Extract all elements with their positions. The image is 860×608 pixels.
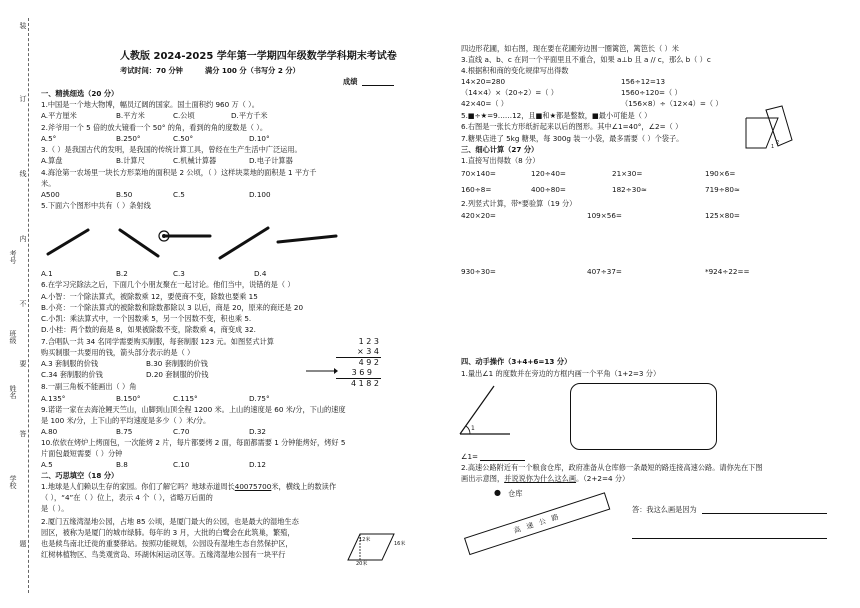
oral-item: 182÷30≈: [612, 185, 647, 194]
section3-heading: 三、细心计算（27 分）: [461, 145, 539, 154]
figure-segment: [278, 236, 336, 242]
q5-option-a: A.1: [41, 269, 53, 278]
margin-dotted-letter: 订: [19, 95, 27, 102]
q5-ray-figures: [40, 212, 340, 270]
section4-heading: 四、动手操作（3+4+6=13 分）: [461, 357, 572, 366]
margin-label-class: 班级: [9, 330, 17, 344]
q1-option-a: A.平方厘米: [41, 111, 77, 120]
question-9-cont: 是 100 米/分，上下山的平均速度是多少（ ）米/分。: [41, 416, 211, 425]
question-5: 5.下面六个图形中共有（ ）条射线: [41, 201, 151, 210]
q3-option-b: B.计算尺: [116, 156, 145, 165]
q4-option-c: C.5: [173, 190, 185, 199]
result-label: 成绩: [343, 77, 358, 86]
base-label: 20米: [356, 561, 368, 567]
q3-option-d: D.电子计算器: [249, 156, 293, 165]
margin-label-exam-number: 考号: [9, 250, 17, 264]
q1-option-b: B.平方米: [116, 111, 145, 120]
fill-5: 5.■÷★=9……12，且■和★都是整数，■最小可能是（ ）: [461, 111, 652, 120]
exam-full-score: 满分 100 分（书写分 2 分）: [205, 66, 300, 75]
highway-label: 高 速 公 路: [512, 511, 562, 535]
vertical-calc-item: 125×80=: [705, 211, 740, 220]
question-4: 4.海沧第一农场里一块长方形菜地的面积是 2 公顷，（ ）这样块菜地的面积是 1 平方千: [41, 168, 317, 177]
q8-option-b: B.150°: [116, 394, 141, 403]
question-6: 6.在学习完除法之后，下面几个小朋友聚在一起讨论。他们当中，说错的是（ ）: [41, 280, 295, 289]
angle-answer-label: ∠1=: [461, 452, 479, 461]
fill-1-line-3: 是（ ）。: [41, 504, 69, 513]
fill-1: [41, 483, 336, 490]
q7-option-b: B.30 套制服的价钱: [146, 359, 208, 368]
height-label: 12米: [359, 537, 371, 543]
drawing-2: 2.高速公路附近有一个粮食仓库，政府准备从仓库修一条最短的路连接高速公路。请你先在下图: [461, 463, 763, 472]
q8-option-d: D.75°: [249, 394, 270, 403]
warehouse-label: 仓库: [508, 489, 523, 498]
fill-4-item: 1560÷120=（ ）: [621, 88, 682, 97]
answer-blank-1[interactable]: [702, 513, 827, 514]
q8-option-c: C.115°: [173, 394, 198, 403]
fill-7: 7.糖果店进了 5kg 糖果，每 300g 装一小袋，最多需要（ ）个袋子。: [461, 134, 684, 143]
vertical-calc-item: 407÷37=: [587, 267, 622, 276]
warehouse-dot-icon: ●: [494, 488, 501, 497]
margin-dotted-letter: 答: [19, 430, 27, 437]
q2-option-b: B.250°: [116, 134, 141, 143]
q6-option-b: B.小亮：一个除法算式的被除数和除数都除以 3 以后，商是 20，原来的商还是 20: [41, 303, 304, 312]
arrow-icon: [304, 366, 338, 376]
angle-1-label: 1: [771, 144, 775, 150]
oral-item: 719÷80≈: [705, 185, 740, 194]
angle-arm: [460, 386, 494, 434]
calc-line: 1 2 3: [358, 337, 379, 346]
q3-option-a: A.算盘: [41, 156, 63, 165]
fill-4-item: （14×4）×（20÷2）=（ ）: [461, 88, 558, 97]
q7-option-c: C.34 套制服的价钱: [41, 370, 103, 379]
angle-1-marker: 1: [471, 425, 475, 432]
binding-margin-line: [28, 18, 29, 593]
figure-line: [220, 228, 268, 258]
paper-fold: [766, 106, 792, 146]
calc-line: 3 6 9: [351, 368, 372, 377]
fill-1-line-2: （ ），“4”在（ ）位上，表示 4 个（ ），省略万后面的: [41, 493, 213, 502]
drawing-2-text-b: 。（2+2=4 分）: [576, 474, 630, 483]
q10-option-c: C.10: [173, 460, 190, 469]
fill-2: 2.厦门五缘湾湿地公园，占地 85 公顷，是厦门最大的公园，也是最大的湿地生态: [41, 517, 299, 526]
q4-option-b: B.50: [116, 190, 133, 199]
vertical-calc-item: 930÷30=: [461, 267, 496, 276]
question-9: 9.诺诺一家在去海沧鲤天竺山，山脚到山顶全程 1200 米。上山的速度是 60 米/分，下山的速度: [41, 405, 346, 414]
q7-option-a: A.3 套制服的价钱: [41, 359, 99, 368]
fill-4-item: 14×20=280: [461, 77, 506, 86]
angle-arc: [466, 426, 470, 434]
question-7: 7.合唱队一共 34 名同学需要购买制服，每套制服 123 元。如图竖式计算: [41, 337, 274, 346]
margin-dotted-letter: 线: [19, 170, 27, 177]
highway-road: [464, 489, 610, 555]
calc-2-heading: 2.列竖式计算，带*要验算（19 分）: [461, 199, 577, 208]
figure-segment: [120, 230, 158, 256]
drawing-2-underlined: 并说说你为什么这么画: [504, 474, 577, 483]
calc-line: 4 1 8 2: [351, 379, 379, 388]
fill-3: 3.直线 a、b、c 在同一个平面里且不重合，如果 a⊥b 且 a // c，那么 b（ ）c: [461, 55, 711, 64]
fill-2-line-5: 四边形花圃，如右图，现在要在花圃旁边围一圈篱笆，篱笆长（ ）米: [461, 44, 679, 53]
q6-option-c: C.小凯：乘法算式中，一个因数乘 5，另一个因数不变，积也乘 5.: [41, 314, 252, 323]
margin-dotted-letter: 内: [19, 235, 27, 242]
fill-4: 4.根据积和商的变化规律写出得数: [461, 66, 569, 75]
answer-label: 答：我这么画是因为: [632, 505, 697, 514]
q10-option-b: B.8: [116, 460, 128, 469]
oral-item: 190×6=: [705, 169, 736, 178]
vertical-calc-item: 420×20=: [461, 211, 496, 220]
question-10: 10.依依在烤炉上烤面包，一次能烤 2 片，每片都要烤 2 面，每面都需要 1 分钟能烤好，烤好 5: [41, 438, 346, 447]
q5-option-d: D.4: [254, 269, 267, 278]
section1-heading: 一、精挑细选（20 分）: [41, 89, 119, 98]
q3-option-c: C.机械计算器: [173, 156, 217, 165]
margin-dotted-letter: 要: [19, 360, 27, 367]
margin-dotted-letter: 不: [19, 300, 27, 307]
q1-option-c: C.公顷: [173, 111, 195, 120]
drawing-1: 1.量出∠1 的度数并在旁边的方框内画一个平角（1+2=3 分）: [461, 369, 661, 378]
flat-angle-drawing-box[interactable]: [570, 383, 717, 450]
q5-option-b: B.2: [116, 269, 128, 278]
fill-2-line-2: 园区，被称为是厦门的城市绿肺。每年的 3 月，大批的白鹭会在此筑巢，繁殖，: [41, 528, 295, 537]
oral-item: 70×140=: [461, 169, 496, 178]
fill-6: 6.右图是一张长方形纸折起来以后的图形。其中∠1=40°，∠2=（ ）: [461, 122, 683, 131]
question-7-cont: 购买制服一共要用的钱，箭头部分表示的是（ ）: [41, 348, 195, 357]
margin-label-school: 学校: [9, 475, 17, 489]
margin-label-name: 姓名: [9, 385, 17, 399]
oral-item: 21×30=: [612, 169, 643, 178]
q4-option-d: D.100: [249, 190, 271, 199]
q8-option-a: A.135°: [41, 394, 66, 403]
angle-answer-blank[interactable]: [480, 460, 525, 461]
exam-time: 考试时间：70 分钟: [120, 66, 183, 75]
q2-option-a: A.5°: [41, 134, 57, 143]
fill-2-line-4: 红树林植物区、鸟类观赏岛、环湖休闲运动区等。五缘湾湿地公园有一块平行: [41, 550, 286, 559]
figure-segment: [48, 230, 88, 254]
oral-item: 120÷40=: [531, 169, 566, 178]
margin-dotted-letter: 题: [19, 540, 27, 547]
q9-option-a: A.80: [41, 427, 58, 436]
side-label: 16米: [394, 541, 406, 547]
oral-item: 160÷8=: [461, 185, 492, 194]
calc-line: × 3 4: [357, 347, 379, 356]
margin-dotted-letter: 装: [19, 22, 27, 29]
oral-item: 400÷80=: [531, 185, 566, 194]
fill-4-item: 156÷12=13: [621, 77, 666, 86]
calc-line: 4 9 2: [358, 358, 379, 367]
drawing-2-text-a: 画出示意图，: [461, 474, 505, 483]
question-3: 3.（ ）是我国古代的发明，是我国的传统计算工具，曾经在生产生活中广泛运用。: [41, 145, 302, 154]
vertical-calc-item: *924÷22==: [705, 267, 750, 276]
fill-4-item: （156×8）÷（12×4）=（ ）: [621, 99, 723, 108]
exam-title: 人教版 2024-2025 学年第一学期四年级数学学科期末考试卷: [120, 51, 397, 62]
q10-option-a: A.5: [41, 460, 53, 469]
section2-heading: 二、巧思填空（18 分）: [41, 471, 119, 480]
answer-blank-2[interactable]: [632, 538, 827, 539]
angle-figure: [454, 382, 514, 440]
drawing-2-line-2: [461, 475, 629, 482]
question-4-cont: 米。: [41, 179, 56, 188]
fill-2-line-3: 也是候鸟南北迁徙的重要驿站。按照功能规划，公园设有湿地生态自然保护区，: [41, 539, 293, 548]
q7-option-d: D.20 套制服的价钱: [146, 370, 209, 379]
question-1: 1.中国是一个地大物博，幅员辽阔的国家。国土面积约 960 万（ ）。: [41, 100, 259, 109]
result-blank: [362, 85, 394, 86]
fill-1-text-b: 米，横线上的数读作: [271, 482, 337, 491]
fill-1-text-a: 1.地球是人们赖以生存的家园。你们了解它吗？地球赤道周长: [41, 482, 235, 491]
fill-4-item: 42×40=（ ）: [461, 99, 508, 108]
q6-option-a: A.小智：一个除法算式，被除数乘 12，要使商不变，除数也要乘 15: [41, 292, 258, 301]
q6-option-d: D.小桂：两个数的商是 8，如果被除数不变，除数乘 4，商变成 32.: [41, 325, 256, 334]
q9-option-d: D.32: [249, 427, 266, 436]
equator-number: 40075700: [234, 482, 272, 491]
q4-option-a: A500: [41, 190, 60, 199]
q2-option-c: C.50°: [173, 134, 194, 143]
question-10-cont: 片面包最短需要（ ）分钟: [41, 449, 123, 458]
q1-option-d: D.平方千米: [231, 111, 268, 120]
question-2: 2.斧爷用一个 5 倍的放大镜看一个 50° 的角，看到的角的度数是（ ）。: [41, 123, 268, 132]
q5-option-c: C.3: [173, 269, 185, 278]
q9-option-c: C.70: [173, 427, 190, 436]
q10-option-d: D.12: [249, 460, 266, 469]
parallelogram-figure: [342, 528, 412, 570]
parallelogram-shape: [348, 534, 394, 560]
q9-option-b: B.75: [116, 427, 133, 436]
vertical-calc-item: 109×56=: [587, 211, 622, 220]
angle-2-label: 2: [776, 140, 780, 146]
calc-1-heading: 1.直接写出得数（8 分）: [461, 156, 540, 165]
q2-option-d: D.10°: [249, 134, 270, 143]
question-8: 8.一副三角板不能画出（ ）角: [41, 382, 137, 391]
